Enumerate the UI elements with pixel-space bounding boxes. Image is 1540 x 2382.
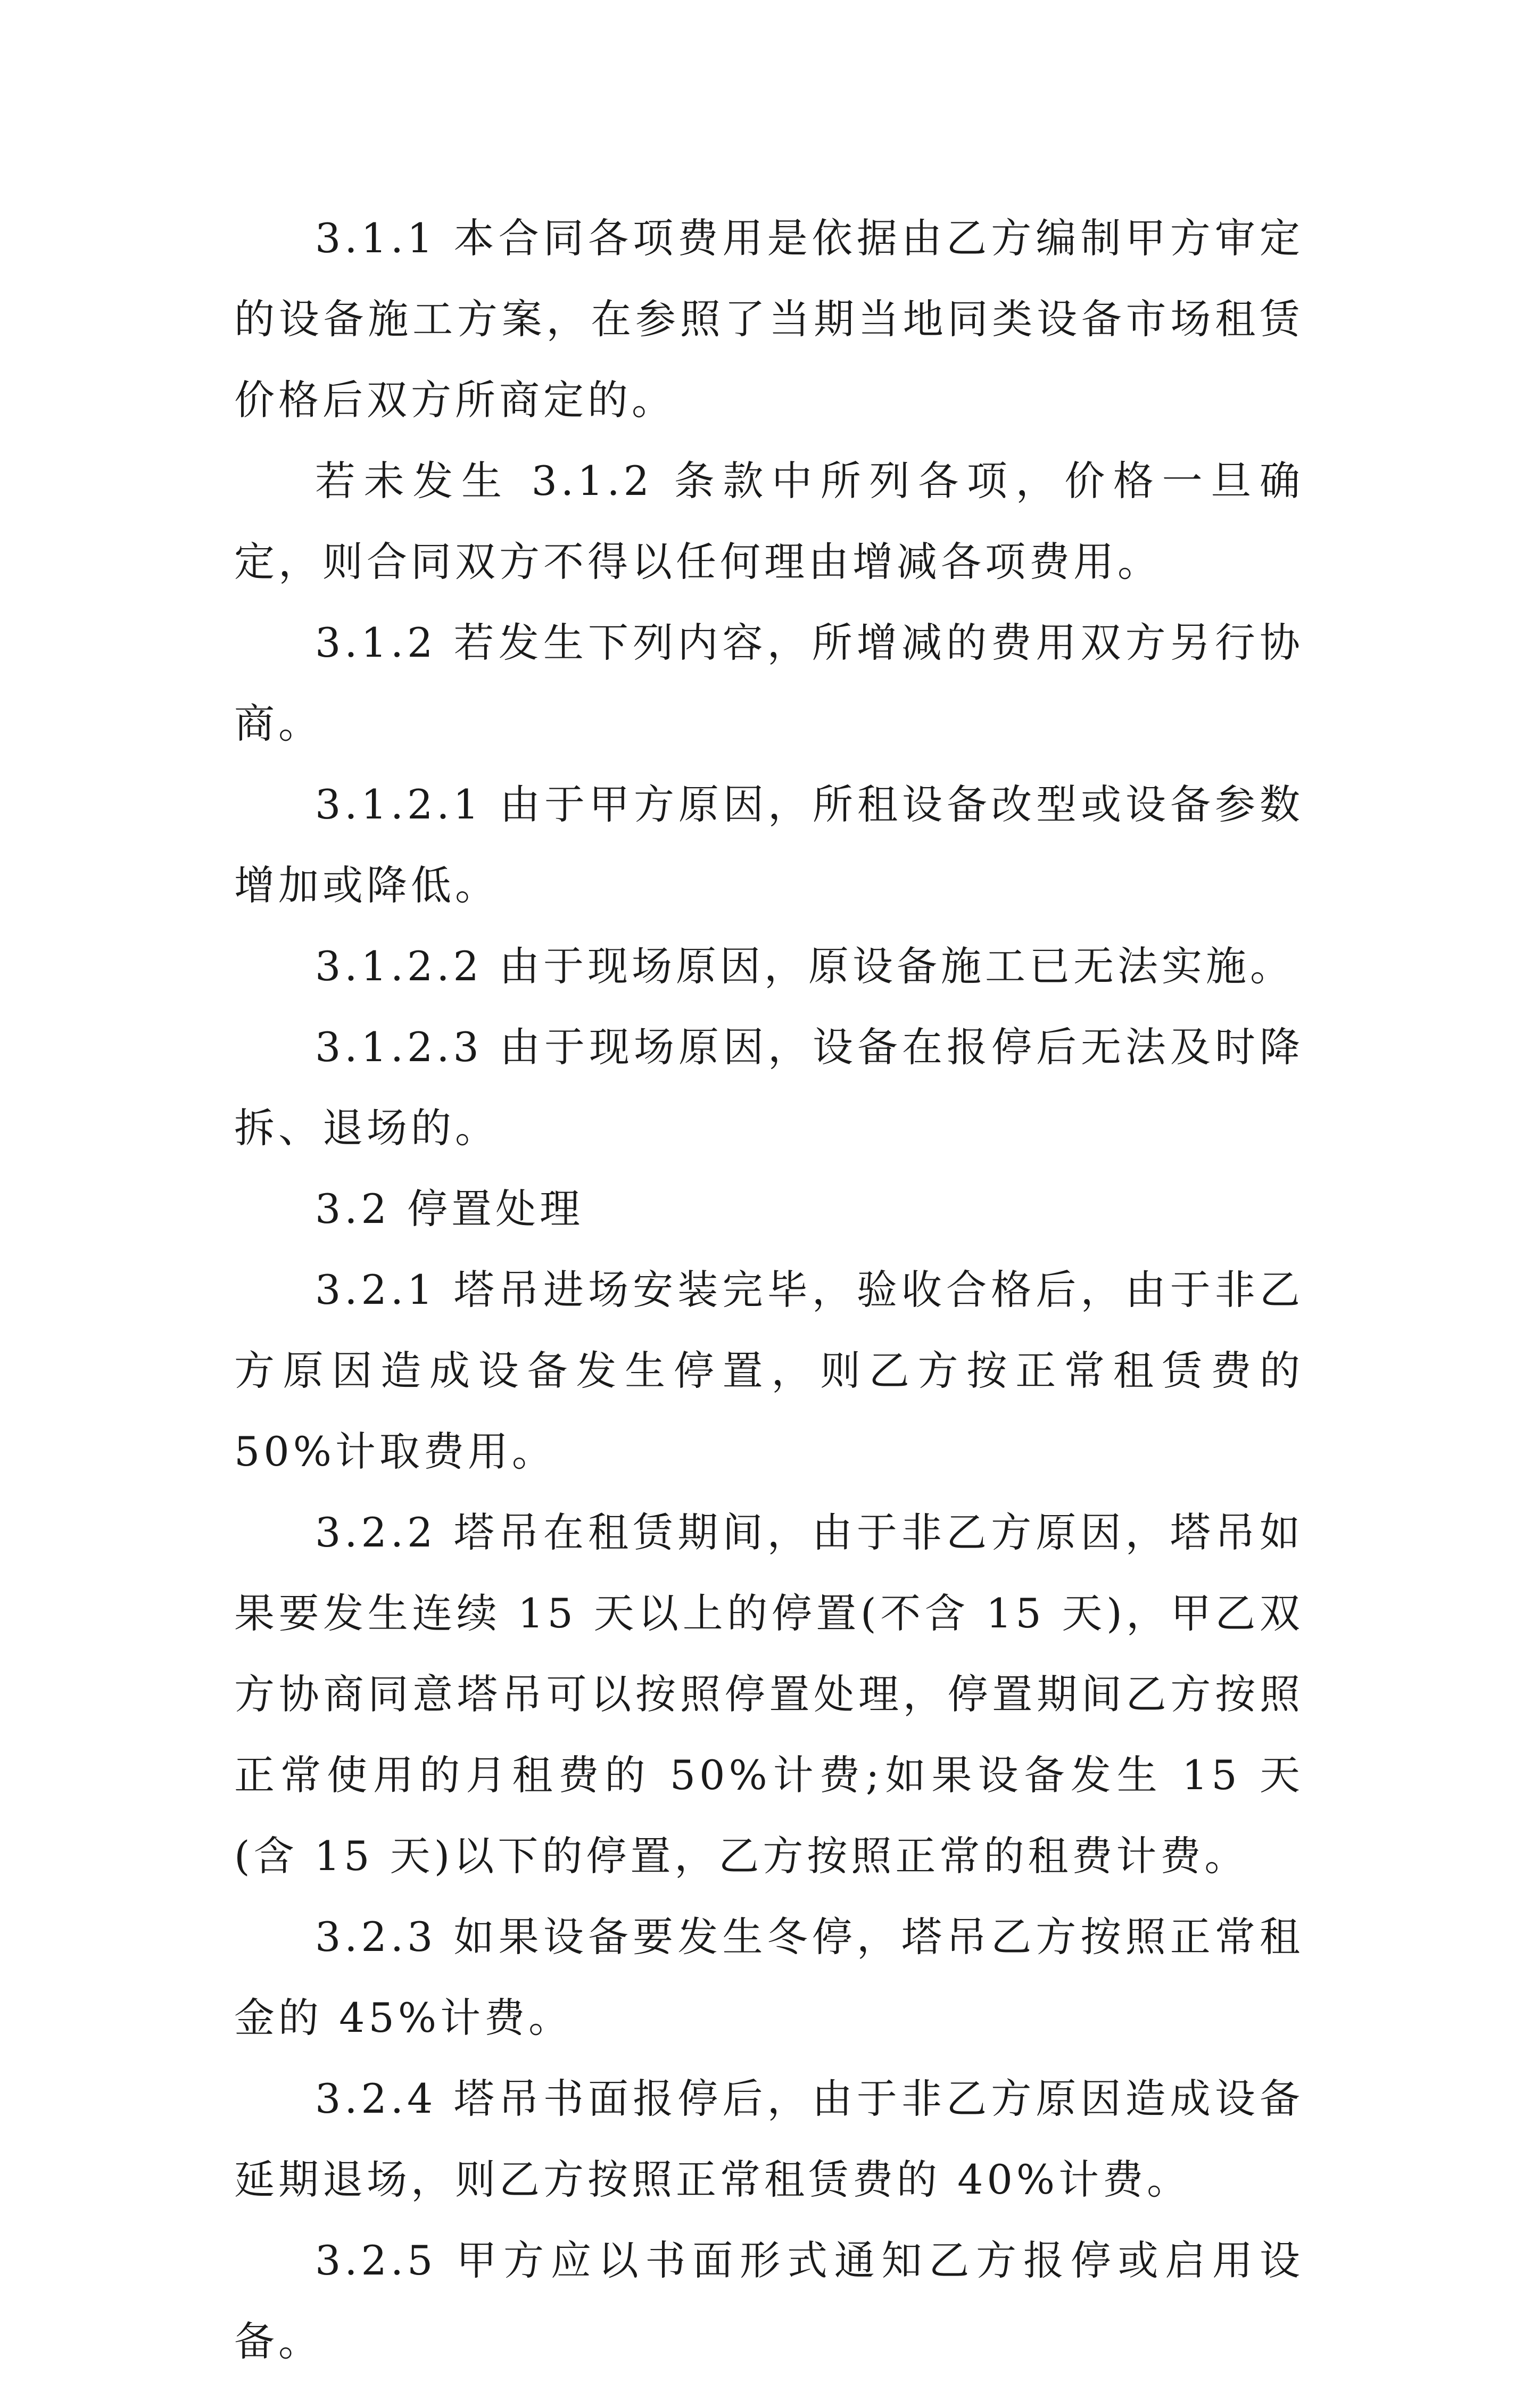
- paragraph-3-1-2-3: 3.1.2.3 由于现场原因，设备在报停后无法及时降拆、退场的。: [234, 1023, 1304, 1152]
- paragraph-price-fixed: 若未发生 3.1.2 条款中所列各项，价格一旦确定，则合同双方不得以任何理由增减各项费用。: [234, 457, 1304, 585]
- paragraph-3-2-4: 3.2.4 塔吊书面报停后，由于非乙方原因造成设备延期退场，则乙方按照正常租赁费的 40%计费。: [234, 2075, 1304, 2203]
- paragraph-3-2-1: 3.2.1 塔吊进场安装完毕，验收合格后，由于非乙方原因造成设备发生停置，则乙方按正常租赁费的 50%计取费用。: [234, 1266, 1304, 1475]
- paragraph-3-1-1: 3.1.1 本合同各项费用是依据由乙方编制甲方审定的设备施工方案，在参照了当期当地同类设备市场租赁价格后双方所商定的。: [234, 214, 1304, 424]
- paragraph-3-2-5: 3.2.5 甲方应以书面形式通知乙方报停或启用设备。: [234, 2237, 1304, 2365]
- section-heading-3-2: 3.2 停置处理: [315, 1185, 584, 1233]
- paragraph-3-2-3: 3.2.3 如果设备要发生冬停，塔吊乙方按照正常租金的 45%计费。: [234, 1913, 1304, 2041]
- paragraph-3-1-2-2: 3.1.2.2 由于现场原因，原设备施工已无法实施。: [315, 942, 1295, 990]
- paragraph-3-1-2: 3.1.2 若发生下列内容，所增减的费用双方另行协商。: [234, 619, 1304, 747]
- paragraph-3-1-2-1: 3.1.2.1 由于甲方原因，所租设备改型或设备参数增加或降低。: [234, 781, 1304, 909]
- document-body: [234, 198, 1304, 2382]
- paragraph-3-2-2: 3.2.2 塔吊在租赁期间，由于非乙方原因，塔吊如果要发生连续 15 天以上的停置(不含 15 天)，甲乙双方协商同意塔吊可以按照停置处理，停置期间乙方按照正常使用的月租费的 50%计费;如果设备发生 15 天(含 15 天)以下的停置，乙方按照正常的租费计费。: [234, 1509, 1304, 1880]
